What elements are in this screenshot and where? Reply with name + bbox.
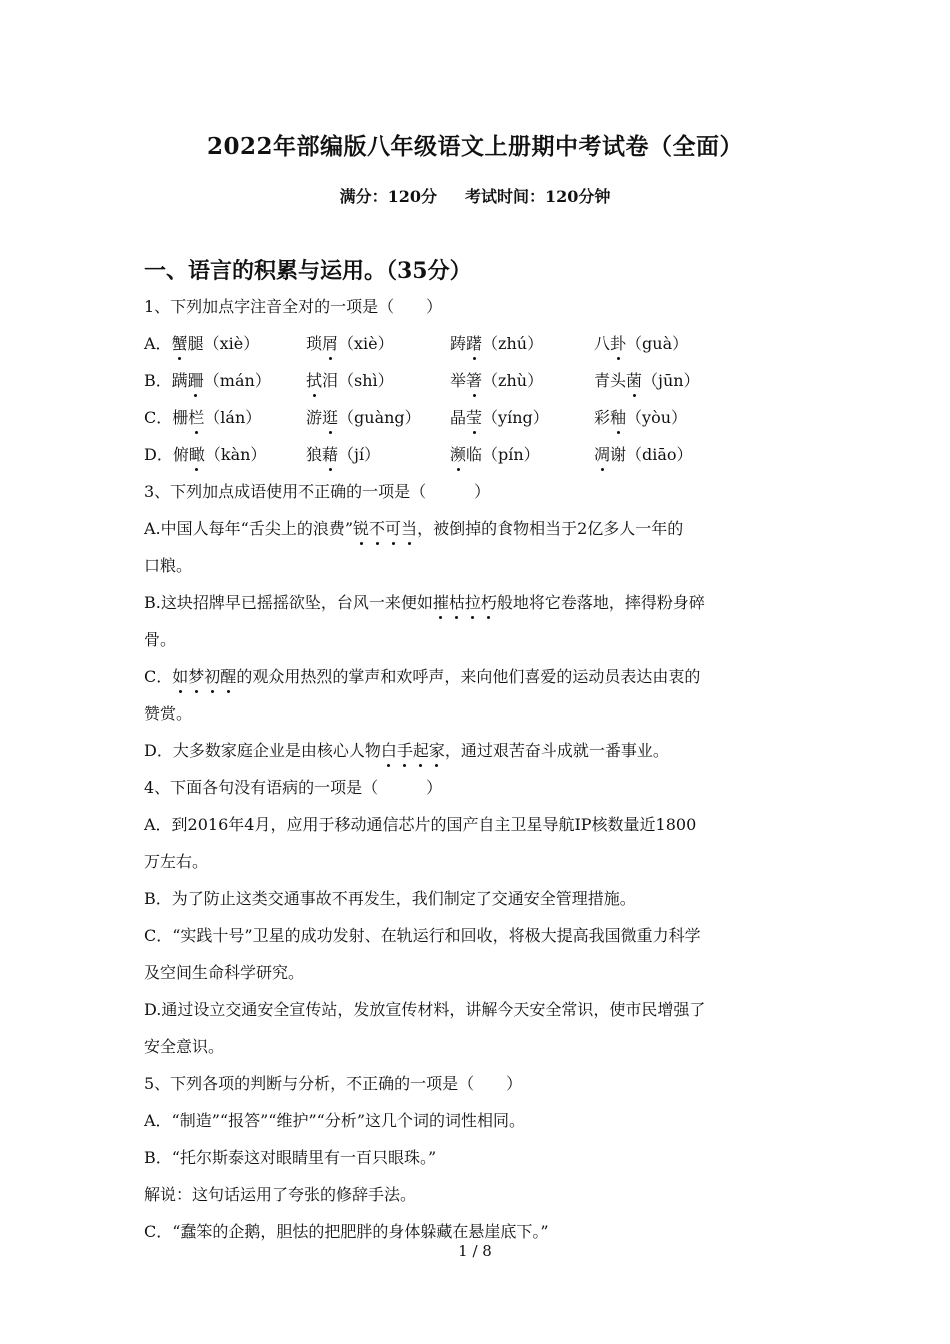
item-text: 谢（diāo） — [610, 445, 693, 464]
pinyin-item — [450, 362, 543, 399]
dotted-char: 拉 — [465, 584, 481, 621]
dotted-char: 瞰 — [189, 436, 205, 473]
pinyin-item — [450, 436, 540, 473]
question-3-option-c-line1: C．如梦初醒的观众用热烈的掌声和欢呼声，来向他们喜爱的运动员表达由衷的 — [144, 658, 814, 695]
question-4-option-b: B．为了防止这类交通事故不再发生，我们制定了交通安全管理措施。 — [144, 889, 636, 908]
pinyin-item — [306, 325, 394, 362]
question-1-option-row — [144, 362, 814, 399]
dotted-char: 不 — [369, 510, 385, 547]
option-label: D． — [144, 445, 173, 464]
pinyin-item — [306, 436, 380, 473]
dotted-char: 濒 — [450, 436, 466, 473]
dotted-char: 朽 — [481, 584, 497, 621]
pinyin-item — [306, 399, 421, 436]
pinyin-item — [306, 362, 394, 399]
question-1-option-row — [144, 436, 814, 473]
item-text: 栅 — [172, 408, 189, 427]
dotted-char: 釉 — [610, 399, 626, 436]
questions — [144, 288, 814, 1250]
question-3-option-a-line1: A.中国人每年“舌尖上的浪费”锐不可当，被倒掉的食物相当于2亿多人一年的 — [144, 510, 814, 547]
dotted-char: 逛 — [322, 399, 338, 436]
dotted-char: 枯 — [449, 584, 465, 621]
dotted-char: 如 — [172, 658, 188, 695]
item-text: 踌 — [450, 334, 467, 353]
question-5-option-b-note: 解说：这句话运用了夸张的修辞手法。 — [144, 1185, 417, 1204]
item-text: （jūn） — [642, 371, 700, 390]
question-1-stem: 1、下列加点字注音全对的一项是（ ） — [144, 297, 443, 316]
pinyin-item — [144, 436, 266, 473]
question-4-option-d-line1: D.通过设立交通安全宣传站，发放宣传材料，讲解今天安全常识，使市民增强了 — [144, 1000, 706, 1019]
pinyin-item — [594, 399, 687, 436]
option-label: A． — [144, 334, 172, 353]
item-text: 晶 — [450, 408, 467, 427]
dotted-char: 箸 — [466, 362, 482, 399]
dotted-char: 摧 — [433, 584, 449, 621]
dotted-char: 栏 — [188, 399, 204, 436]
item-text: 青头 — [594, 371, 627, 390]
dotted-char: 家 — [429, 732, 445, 769]
question-3-option-b-line2: 骨。 — [144, 630, 177, 649]
dotted-char: 菌 — [626, 362, 642, 399]
item-text: （zhù） — [482, 371, 544, 390]
item-text: 腿（xiè） — [187, 334, 260, 353]
question-1-option-row — [144, 325, 814, 362]
item-text: （jí） — [338, 445, 381, 464]
item-text: （mán） — [203, 371, 271, 390]
item-text: 狼 — [306, 445, 323, 464]
page-number: 1 / 8 — [458, 1242, 492, 1260]
question-1-option-row — [144, 399, 814, 436]
pinyin-item — [450, 399, 549, 436]
pinyin-item — [450, 325, 543, 362]
dotted-char: 蟹 — [172, 325, 188, 362]
item-text: （xiè） — [338, 334, 394, 353]
question-5-option-a: A．“制造”“报答”“维护”“分析”这几个词的词性相同。 — [144, 1111, 525, 1130]
question-4-option-c-line2: 及空间生命科学研究。 — [144, 963, 305, 982]
question-3-option-a-line2: 口粮。 — [144, 556, 193, 575]
dotted-char: 躇 — [466, 325, 482, 362]
dotted-char: 屑 — [322, 325, 338, 362]
item-text: （kàn） — [204, 445, 267, 464]
pinyin-item — [144, 325, 259, 362]
question-3-stem: 3、下列加点成语使用不正确的一项是（ ） — [144, 482, 491, 501]
option-label: B． — [144, 371, 172, 390]
pinyin-item — [144, 399, 261, 436]
item-text: 泪（shì） — [322, 371, 394, 390]
item-text: 八 — [594, 334, 611, 353]
item-text: 琐 — [306, 334, 323, 353]
question-4-option-a-line2: 万左右。 — [144, 852, 209, 871]
item-text: 临（pín） — [466, 445, 540, 464]
item-text: 蹒 — [171, 371, 188, 390]
dotted-char: 手 — [397, 732, 413, 769]
question-4-option-a-line1: A．到2016年4月，应用于移动通信芯片的国产自主卫星导航IP核数量近1800 — [144, 815, 697, 834]
question-3-option-d: D．大多数家庭企业是由核心人物白手起家，通过艰苦奋斗成就一番事业。 — [144, 732, 814, 769]
dotted-char: 藉 — [322, 436, 338, 473]
dotted-char: 凋 — [594, 436, 610, 473]
item-text: （guà） — [626, 334, 689, 353]
time-info: 考试时间：120分钟 — [465, 187, 611, 206]
question-3-option-c-line2: 赞赏。 — [144, 704, 193, 723]
dotted-char: 白 — [381, 732, 397, 769]
exam-title: 2022年部编版八年级语文上册期中考试卷（全面） — [206, 133, 743, 160]
pinyin-item — [594, 362, 700, 399]
pinyin-item — [144, 362, 271, 399]
pinyin-item — [594, 325, 688, 362]
question-4-option-d-line2: 安全意识。 — [144, 1037, 225, 1056]
question-4-option-c-line1: C．“实践十号”卫星的成功发射、在轨运行和回收，将极大提高我国微重力科学 — [144, 926, 701, 945]
pinyin-item — [594, 436, 693, 473]
dotted-char: 拭 — [306, 362, 322, 399]
option-label: C． — [144, 408, 173, 427]
item-text: （lán） — [204, 408, 262, 427]
section-heading: 一、语言的积累与运用。（35分） — [144, 258, 472, 284]
dotted-char: 醒 — [220, 658, 236, 695]
exam-subtitle — [0, 184, 950, 207]
question-5-option-b: B．“托尔斯泰这对眼睛里有一百只眼珠。” — [144, 1148, 437, 1167]
dotted-char: 起 — [413, 732, 429, 769]
item-text: （zhú） — [482, 334, 544, 353]
item-text: （yòu） — [626, 408, 688, 427]
question-5-option-c: C．“蠢笨的企鹅，胆怯的把肥胖的身体躲藏在悬崖底下。” — [144, 1222, 549, 1241]
item-text: （yíng） — [482, 408, 549, 427]
dotted-char: 锐 — [353, 510, 369, 547]
question-5-stem: 5、下列各项的判断与分析，不正确的一项是（ ） — [144, 1074, 523, 1093]
dotted-char: 初 — [204, 658, 220, 695]
question-4-stem: 4、下面各句没有语病的一项是（ ） — [144, 778, 443, 797]
score-info: 满分：120分 — [339, 187, 437, 206]
question-3-option-b-line1: B.这块招牌早已摇摇欲坠，台风一来便如摧枯拉朽般地将它卷落地，摔得粉身碎 — [144, 584, 814, 621]
dotted-char: 莹 — [466, 399, 482, 436]
dotted-char: 可 — [385, 510, 401, 547]
item-text: 游 — [306, 408, 323, 427]
item-text: （guàng） — [338, 408, 421, 427]
item-text: 俯 — [172, 445, 189, 464]
question-1-options — [144, 325, 814, 473]
dotted-char: 跚 — [188, 362, 204, 399]
dotted-char: 卦 — [610, 325, 626, 362]
item-text: 举 — [450, 371, 467, 390]
dotted-char: 当 — [401, 510, 417, 547]
dotted-char: 梦 — [188, 658, 204, 695]
item-text: 彩 — [594, 408, 611, 427]
